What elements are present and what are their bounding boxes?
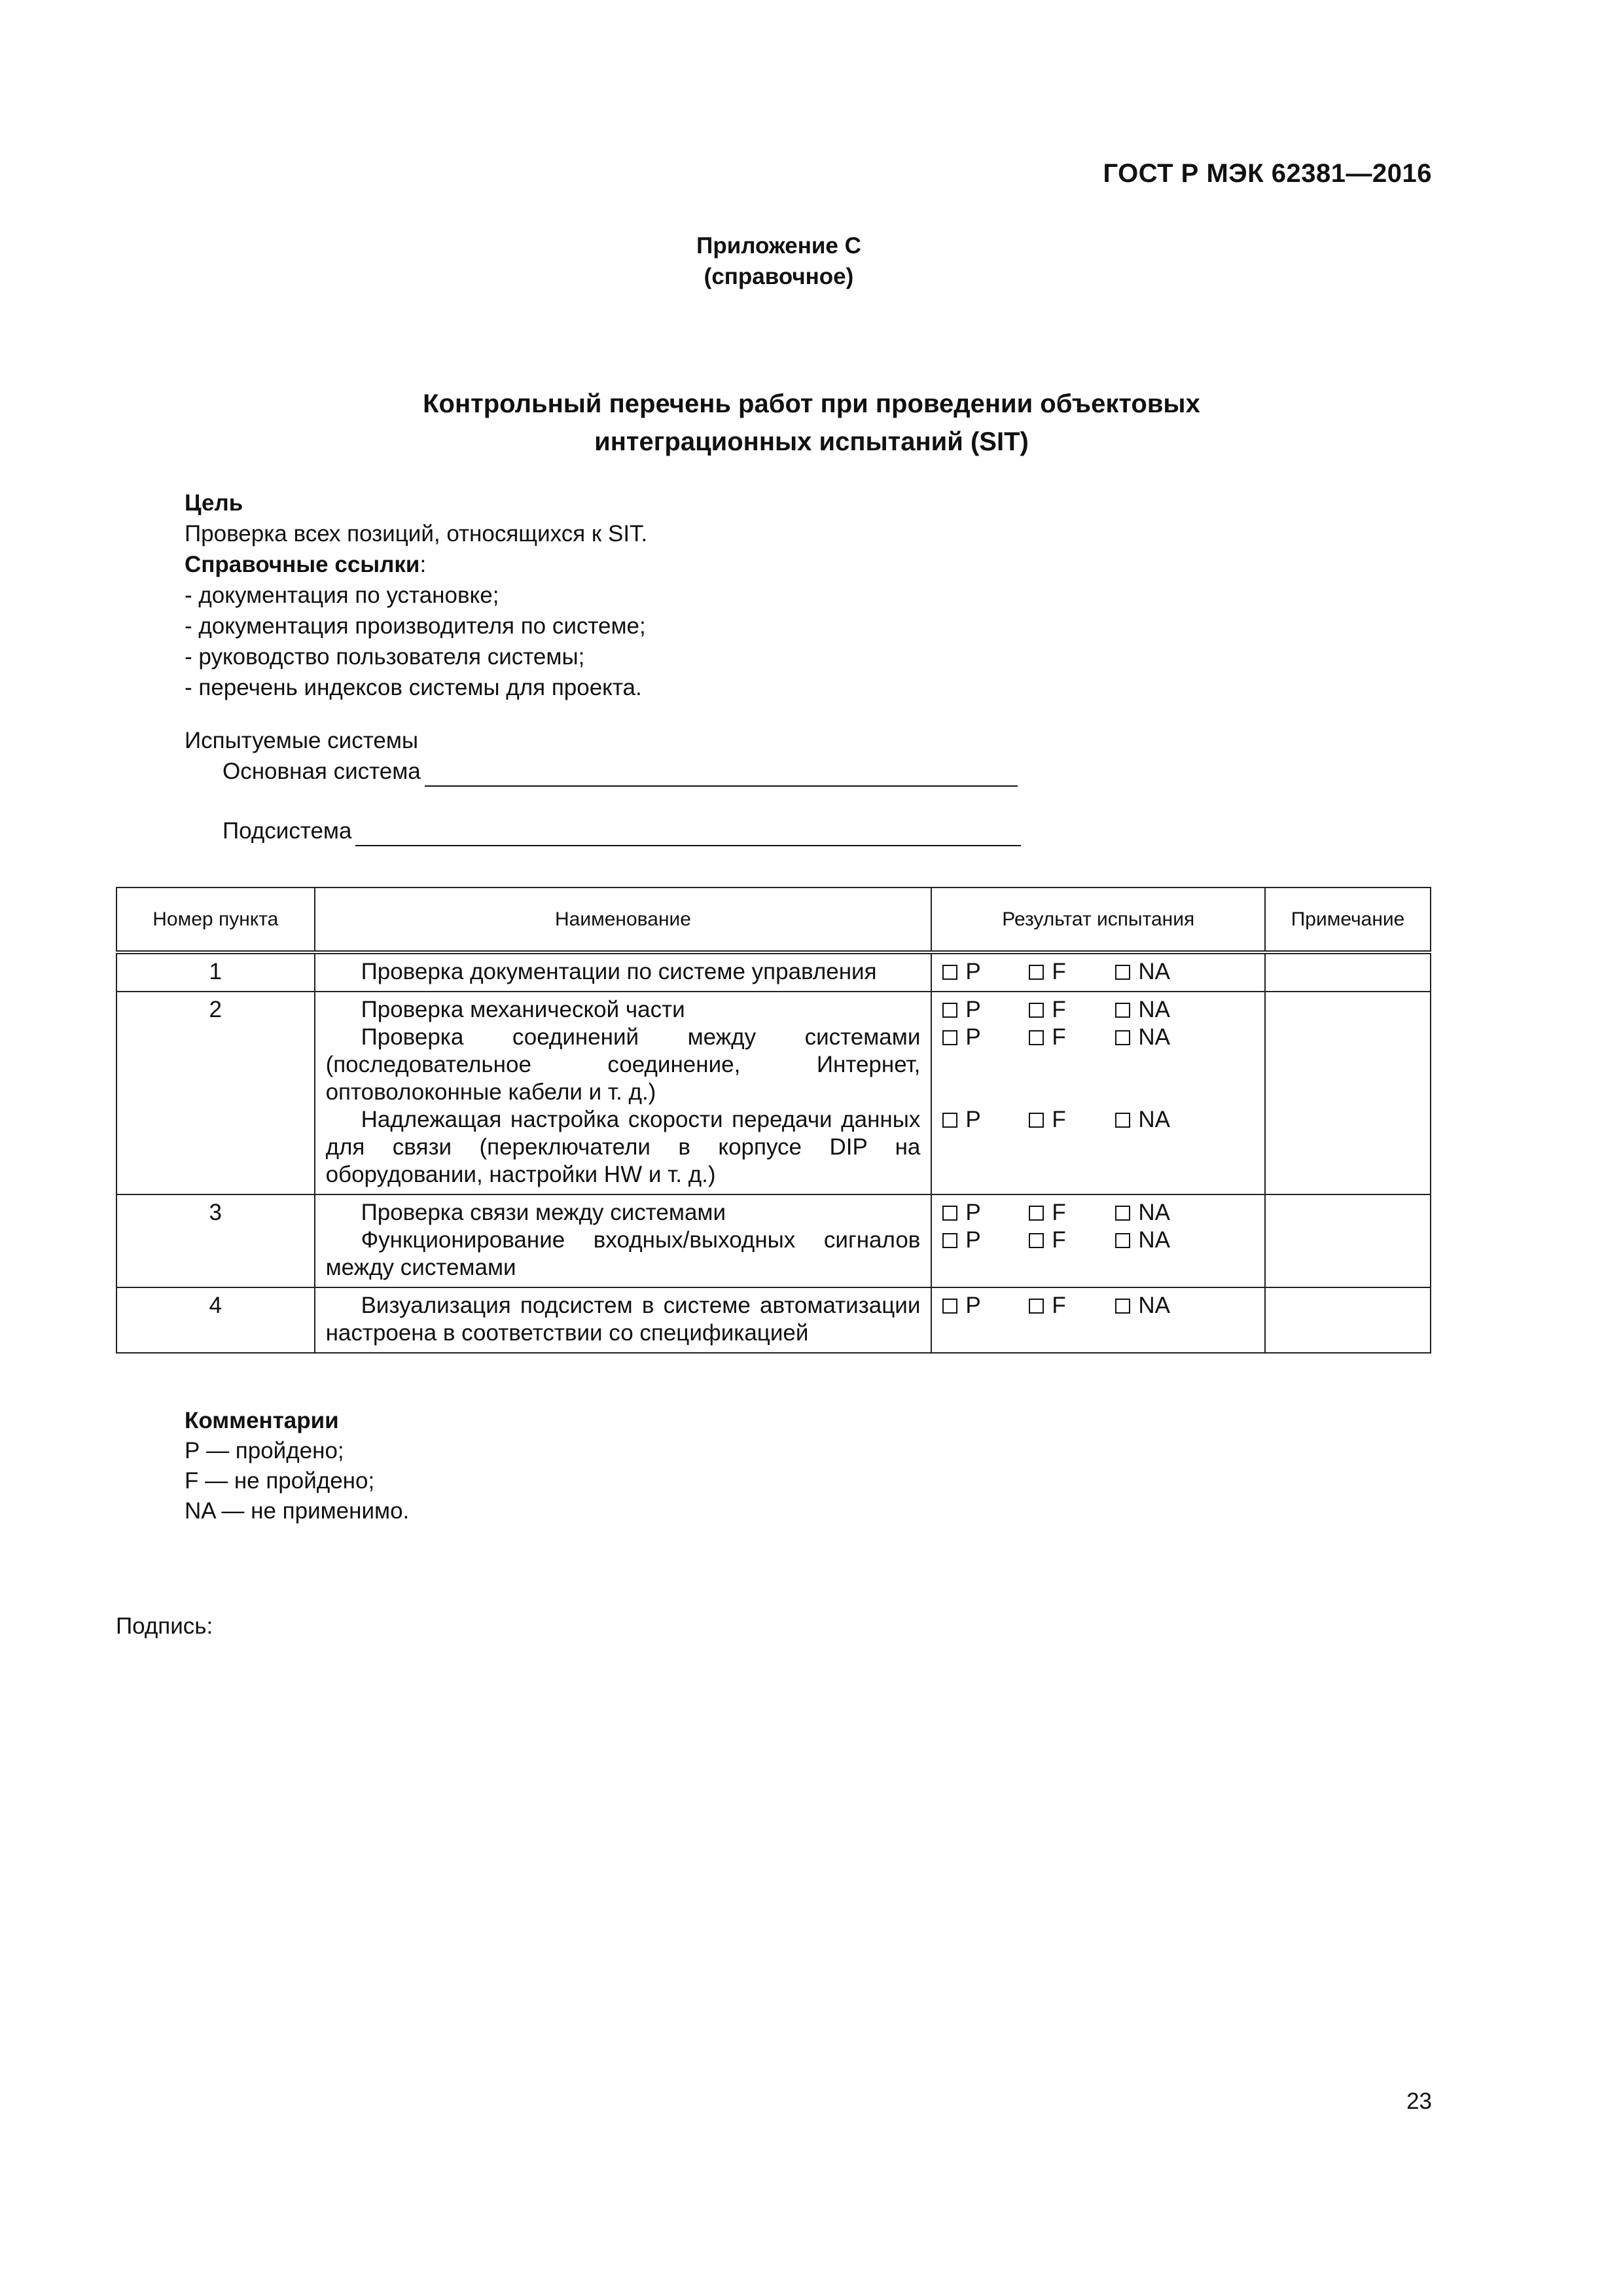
checkbox-icon[interactable] xyxy=(942,1206,957,1221)
reference-item: - документация производителя по системе; xyxy=(185,613,646,639)
systems-under-test xyxy=(185,725,1021,846)
goal-heading: Цель xyxy=(185,490,243,516)
systems-heading: Испытуемые системы xyxy=(185,728,419,753)
result-options xyxy=(942,958,1254,986)
checkbox-icon[interactable] xyxy=(942,965,957,980)
note-cell[interactable] xyxy=(1265,952,1431,992)
checkbox-icon[interactable] xyxy=(1029,1206,1044,1221)
option-pass[interactable]: P xyxy=(942,1106,1029,1134)
item-name xyxy=(315,992,932,1194)
table-row xyxy=(116,1194,1431,1287)
result-cell xyxy=(931,1194,1265,1287)
option-pass[interactable]: P xyxy=(942,1199,1029,1227)
option-not-applicable[interactable]: NA xyxy=(1115,1199,1170,1227)
result-cell xyxy=(931,1287,1265,1353)
option-fail[interactable]: F xyxy=(1029,1024,1115,1051)
checkbox-icon[interactable] xyxy=(1029,1003,1044,1018)
comments-heading: Комментарии xyxy=(185,1408,339,1433)
header-note: Примечание xyxy=(1265,888,1431,952)
table-row xyxy=(116,1287,1431,1353)
note-cell[interactable] xyxy=(1265,1194,1431,1287)
table-header-row xyxy=(116,888,1431,952)
checkbox-icon[interactable] xyxy=(1115,1206,1130,1221)
result-options xyxy=(942,1227,1254,1254)
result-cell xyxy=(931,992,1265,1194)
option-not-applicable[interactable]: NA xyxy=(1115,1106,1170,1134)
header-item-number: Номер пункта xyxy=(116,888,315,952)
standard-id: ГОСТ Р МЭК 62381—2016 xyxy=(1103,159,1432,188)
checkbox-icon[interactable] xyxy=(942,1113,957,1128)
item-number: 3 xyxy=(116,1194,315,1287)
references-colon: : xyxy=(419,552,427,577)
option-pass[interactable]: P xyxy=(942,958,1029,986)
item-name xyxy=(315,1194,932,1287)
item-number: 4 xyxy=(116,1287,315,1353)
item-text: Надлежащая настройка скорости передачи данных для связи (переключатели в корпусе DIP на оборудовании, настройки HW и т. д.) xyxy=(325,1107,921,1187)
annex-title: Приложение С xyxy=(696,233,861,259)
result-options xyxy=(942,1292,1254,1319)
checkbox-icon[interactable] xyxy=(1029,1299,1044,1314)
option-pass[interactable]: P xyxy=(942,1227,1029,1254)
note-cell[interactable] xyxy=(1265,992,1431,1194)
annex-heading xyxy=(0,230,1558,292)
checkbox-icon[interactable] xyxy=(1115,1030,1130,1045)
checkbox-icon[interactable] xyxy=(1115,1233,1130,1248)
comment-line: F — не пройдено; xyxy=(185,1468,375,1494)
option-pass[interactable]: P xyxy=(942,996,1029,1024)
result-cell xyxy=(931,952,1265,992)
item-text: Проверка механической части xyxy=(361,997,685,1022)
checkbox-icon[interactable] xyxy=(1115,965,1130,980)
checkbox-icon[interactable] xyxy=(1115,1113,1130,1128)
checkbox-icon[interactable] xyxy=(942,1299,957,1314)
result-options xyxy=(942,1106,1254,1134)
table-row xyxy=(116,952,1431,992)
checkbox-icon[interactable] xyxy=(942,1003,957,1018)
note-cell[interactable] xyxy=(1265,1287,1431,1353)
checklist-table xyxy=(116,887,1431,1354)
table-row xyxy=(116,992,1431,1194)
references-heading-line xyxy=(185,549,647,580)
result-options xyxy=(942,1199,1254,1227)
subsystem-field[interactable] xyxy=(355,821,1021,846)
option-not-applicable[interactable]: NA xyxy=(1115,1024,1170,1051)
item-text: Проверка соединений между системами (последовательное соединение, Интернет, оптоволоконные кабели и т. д.) xyxy=(325,1024,921,1105)
subsystem-line xyxy=(185,816,1021,846)
comment-line: Р — пройдено; xyxy=(185,1438,344,1463)
checkbox-icon[interactable] xyxy=(1115,1003,1130,1018)
document-title-line-2: интеграционных испытаний (SIT) xyxy=(594,427,1029,456)
option-not-applicable[interactable]: NA xyxy=(1115,1292,1170,1319)
result-options xyxy=(942,1024,1254,1051)
comments-section xyxy=(185,1406,409,1526)
intro-section xyxy=(185,488,647,703)
option-pass[interactable]: P xyxy=(942,1292,1029,1319)
comment-line: NA — не применимо. xyxy=(185,1498,410,1524)
option-fail[interactable]: F xyxy=(1029,1106,1115,1134)
main-system-label: Основная система xyxy=(223,759,421,784)
subsystem-label: Подсистема xyxy=(223,818,352,844)
option-fail[interactable]: F xyxy=(1029,996,1115,1024)
option-not-applicable[interactable]: NA xyxy=(1115,1227,1170,1254)
checkbox-icon[interactable] xyxy=(942,1233,957,1248)
checkbox-icon[interactable] xyxy=(942,1030,957,1045)
annex-status: (справочное) xyxy=(704,264,854,289)
item-number: 2 xyxy=(116,992,315,1194)
item-text: Проверка связи между системами xyxy=(361,1200,726,1225)
checkbox-icon[interactable] xyxy=(1029,965,1044,980)
main-system-line xyxy=(185,756,1021,787)
reference-item: - руководство пользователя системы; xyxy=(185,644,585,670)
checkbox-icon[interactable] xyxy=(1115,1299,1130,1314)
document-title-line-1: Контрольный перечень работ при проведении объектовых xyxy=(423,389,1200,418)
result-options xyxy=(942,996,1254,1024)
document-title xyxy=(0,385,1623,461)
header-test-result: Результат испытания xyxy=(931,888,1265,952)
option-not-applicable[interactable]: NA xyxy=(1115,996,1170,1024)
main-system-field[interactable] xyxy=(425,762,1018,787)
item-text: Проверка документации по системе управления xyxy=(361,959,877,984)
item-text: Функционирование входных/выходных сигналов между системами xyxy=(325,1227,921,1280)
item-text: Визуализация подсистем в системе автоматизации настроена в соответствии со спецификацией xyxy=(325,1293,921,1346)
item-name xyxy=(315,952,932,992)
option-fail[interactable]: F xyxy=(1029,1292,1115,1319)
checkbox-icon[interactable] xyxy=(1029,1233,1044,1248)
option-fail[interactable]: F xyxy=(1029,1199,1115,1227)
option-fail[interactable]: F xyxy=(1029,1227,1115,1254)
header-name: Наименование xyxy=(315,888,932,952)
option-fail[interactable]: F xyxy=(1029,958,1115,986)
option-pass[interactable]: P xyxy=(942,1024,1029,1051)
checkbox-icon[interactable] xyxy=(1029,1113,1044,1128)
reference-item: - перечень индексов системы для проекта. xyxy=(185,675,642,700)
goal-text: Проверка всех позиций, относящихся к SIT. xyxy=(185,521,648,547)
page-number: 23 xyxy=(1406,2089,1432,2114)
item-name xyxy=(315,1287,932,1353)
option-not-applicable[interactable]: NA xyxy=(1115,958,1170,986)
references-heading: Справочные ссылки xyxy=(185,552,420,577)
signature-label: Подпись: xyxy=(116,1613,213,1639)
item-number: 1 xyxy=(116,952,315,992)
reference-item: - документация по установке; xyxy=(185,583,499,608)
checkbox-icon[interactable] xyxy=(1029,1030,1044,1045)
